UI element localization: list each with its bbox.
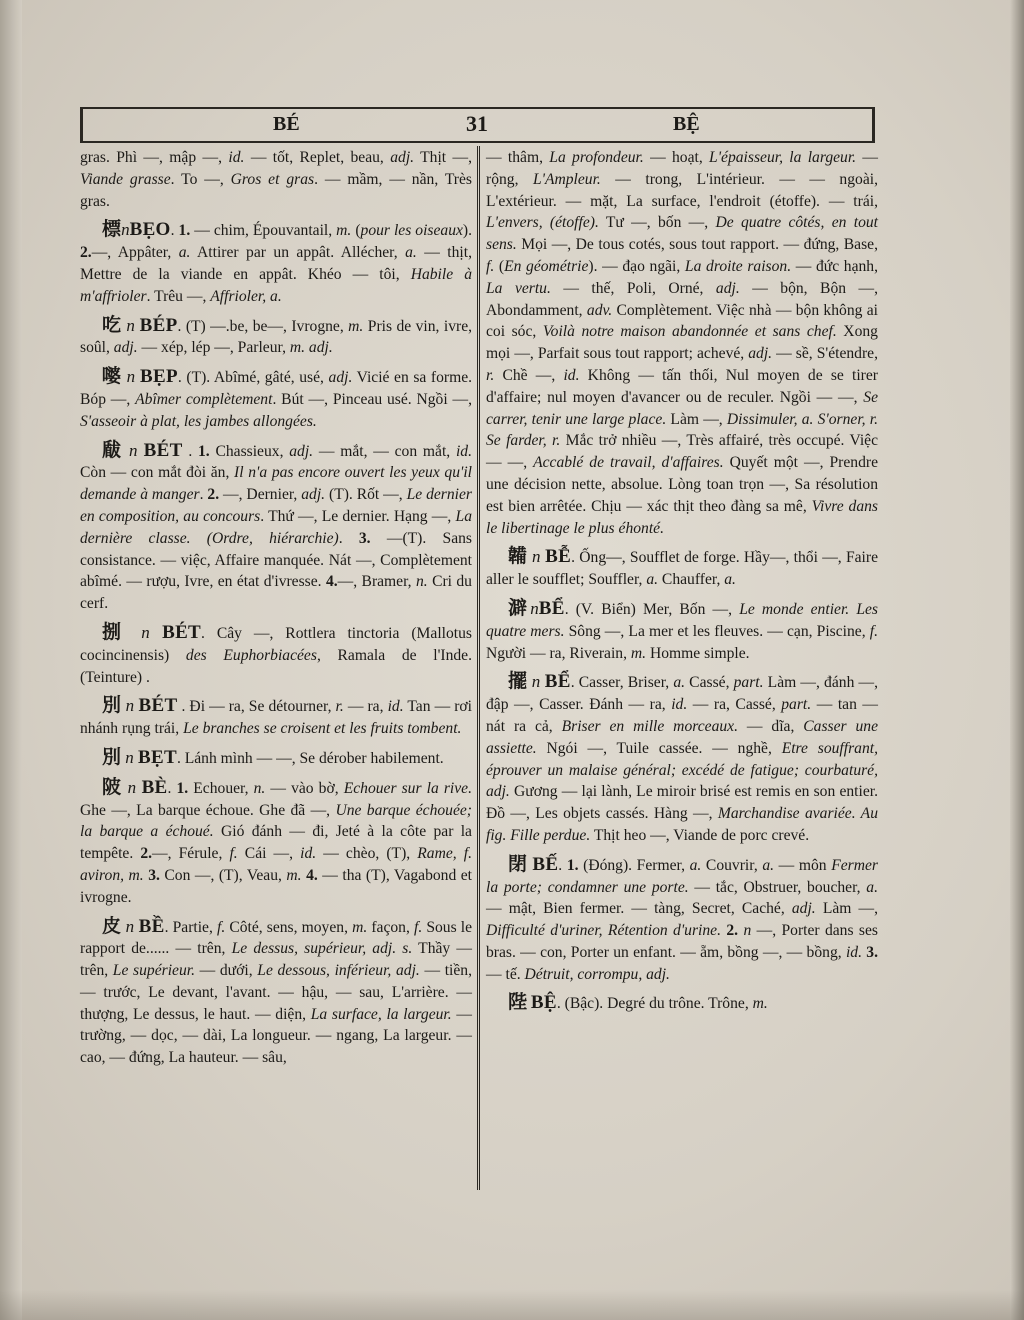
column-divider (477, 146, 480, 1190)
entry-text: Gương — lại lành, Le miroir brisé est remis en son entier. Đồ —, Les objets cassés. Hàng —, (486, 783, 878, 823)
dictionary-entry (80, 366, 472, 432)
italic-gloss: La profondeur. (549, 149, 644, 166)
headword: BỆ (530, 992, 557, 1014)
chinese-character: 閉 (508, 852, 528, 875)
italic-gloss: Gros et gras (230, 170, 315, 188)
entry-text: Homme simple. (646, 644, 750, 662)
entry-text: Làm —, (666, 410, 727, 428)
entry-text: Vicié en sa forme. Bóp —, (80, 369, 473, 408)
entry-text: — tha (T), Vagabond et ivrogne. (80, 866, 473, 906)
entry-text: Pris de vin, ivre, soûl, (80, 317, 473, 357)
chinese-character: 擺 (508, 670, 528, 693)
chinese-character: 韛 (508, 545, 528, 568)
entry-text: — môn (774, 856, 832, 874)
italic-gloss: f. (486, 257, 495, 275)
entry-text: (Đóng). Fermer, (578, 856, 690, 874)
entry-text: Quyết một —, Prendre une décision nette, absolue. Lòng toan trọn —, Sa résolution est bien arrêtée. Chịu — xác thịt theo đàng sa mê, (486, 454, 878, 515)
entry-text: — rộng, (486, 149, 878, 188)
entry-text: façon, (367, 918, 414, 936)
italic-gloss: Affrioler, a. (210, 287, 282, 305)
sense-number: 4. (325, 573, 338, 591)
chinese-character: 陛 (508, 991, 528, 1014)
nom-marker: n (121, 220, 130, 240)
italic-gloss: m. (286, 866, 302, 884)
entry-text: Chauffer, (658, 571, 725, 589)
entry-text: Thịt heo —, Viande de porc crevé. (590, 826, 810, 844)
italic-gloss: n. (253, 779, 266, 797)
entry-text: — thịt, Mettre de la viande en appât. Khéo — tôi, (80, 244, 472, 283)
italic-gloss: a. (724, 571, 736, 589)
chinese-character: 別 (102, 694, 122, 717)
headword: BÉT (138, 695, 178, 717)
italic-gloss: Vivre dans le libertinage le plus éhonté. (486, 497, 878, 537)
italic-gloss: m. (630, 644, 647, 662)
italic-gloss: a. (673, 674, 686, 692)
dictionary-entry (80, 916, 472, 1070)
dictionary-entry (486, 671, 878, 846)
headword: BÉT (162, 621, 202, 643)
entry-text: —(T). Sans consistance. — việc, Affaire manquée. Nát —, Complètement abîmé. — rượu, Ivre, en état d'ivresse. (80, 529, 472, 591)
sense-number: 3. (358, 529, 371, 547)
entry-text: — vào bờ, (265, 779, 344, 797)
entry-text: Tan — rơi nhánh rụng trái, (80, 698, 472, 738)
headword: BẸP (140, 366, 178, 388)
italic-gloss: La vertu. (486, 279, 551, 297)
italic-gloss: Etre souffrant, éprouver un malaise général; excédé de fatigue; courbaturé, adj. (486, 739, 878, 801)
italic-gloss: f. (216, 918, 226, 936)
italic-gloss: id. (387, 698, 404, 716)
italic-gloss: n. (415, 573, 428, 591)
entry-text: Còn — con mắt đòi ăn, (80, 464, 235, 482)
italic-gloss: Dissimuler, a. S'orner, r. Se farder, r. (486, 410, 879, 450)
italic-gloss: Viande grasse (80, 170, 171, 188)
chinese-character: 標 (102, 218, 122, 241)
entry-text: . Bút —, Pinceau usé. Ngồi —, (272, 390, 472, 408)
nom-marker: n (121, 747, 139, 767)
entry-text: —, Appâter, (91, 244, 179, 262)
entry-text: — dĩa, (738, 717, 804, 735)
italic-gloss: L'envers, (étoffe). (486, 214, 599, 232)
italic-gloss: Détruit, corrompu, adj. (524, 965, 670, 983)
italic-gloss: a. (405, 244, 417, 262)
right-guide-word: BỆ (673, 113, 700, 135)
italic-gloss: adj. (113, 339, 138, 357)
entry-text: . Đi — ra, Se détourner, (177, 698, 336, 716)
italic-gloss: Habile à m'affrioler (80, 265, 472, 305)
dictionary-entry (80, 440, 472, 615)
chinese-character: 陂 (102, 775, 123, 798)
entry-text: —, Porter dans ses bras. — con, Porter un enfant. — ẵm, bồng —, — bồng, (486, 922, 878, 961)
italic-gloss: des Euphorbiacées (185, 646, 317, 664)
entry-text: Cái —, (237, 845, 301, 863)
dictionary-entry (80, 695, 472, 740)
sense-number: 4. (306, 866, 318, 884)
entry-text: ( (351, 222, 361, 240)
nom-marker: n (121, 315, 140, 335)
entry-text: (T). Rốt —, (325, 486, 407, 504)
entry-text: Mọi —, De tous cotés, sous tout rapport. — đứng, Base, (516, 236, 878, 254)
italic-gloss: r. (486, 366, 495, 384)
entry-text: . (199, 486, 208, 504)
sense-number: 2. (726, 922, 739, 940)
entry-text: . (182, 442, 198, 460)
italic-gloss: Accablé de travail, d'affaires. (533, 454, 724, 472)
entry-text: Thầy — trên, (80, 940, 472, 980)
entry-text: gras. Phì —, mập —, (80, 149, 229, 166)
entry-text: Chề —, (494, 366, 564, 384)
italic-gloss: m. (352, 918, 368, 936)
italic-gloss: adj. (301, 486, 326, 504)
entry-text: — tiền, — trước, Le devant, l'avant. — hậu, — sau, L'arrière. — thượng, Le dessus, le haut. — diện, (80, 962, 472, 1023)
entry-text: Complètement. Việc nhà — bộn không ai coi sóc, (486, 301, 878, 341)
dictionary-entry (80, 315, 472, 360)
italic-gloss: pour les oiseaux (360, 222, 463, 240)
continued-entry (80, 147, 472, 212)
entry-text: . (V. Biển) Mer, Bốn —, (564, 600, 740, 618)
italic-gloss: adv. (586, 301, 613, 319)
entry-text: — thế, Poli, Orné, (550, 279, 716, 297)
nom-marker: n (121, 916, 139, 936)
entry-text: — chim, Épouvantail, (190, 222, 337, 240)
italic-gloss: f. (869, 622, 878, 640)
entry-text: . (170, 222, 179, 240)
entry-text: Xong mọi —, Parfait sous tout rapport; achevé, (486, 323, 878, 363)
italic-gloss: Le dernier en composition, au concours (80, 486, 472, 525)
entry-text: —, Bramer, (337, 573, 416, 591)
dictionary-entry (486, 854, 878, 986)
nom-marker: n (121, 696, 139, 716)
italic-gloss: La surface, la largeur. (310, 1005, 452, 1023)
sense-number: 1. (176, 779, 189, 797)
italic-gloss: De quatre côtés, en tout sens. (486, 214, 878, 254)
italic-gloss: Abîmer complètement (135, 390, 273, 408)
headword: BẸO (129, 219, 171, 241)
entry-text: ( (494, 257, 505, 275)
entry-text: . Casser, Briser, (570, 674, 674, 692)
running-header (80, 107, 875, 143)
chinese-character: 澼 (508, 596, 531, 619)
italic-gloss: a. (866, 878, 878, 896)
italic-gloss: f. (229, 845, 238, 863)
entry-text: — tế. (486, 965, 525, 983)
italic-gloss: Casser une assiette. (486, 717, 878, 757)
italic-gloss: a. (689, 856, 702, 874)
sense-number: 2. (80, 244, 92, 262)
entry-text: Couvrir, (701, 856, 763, 874)
italic-gloss: En géométrie (504, 257, 589, 275)
italic-gloss: Le supérieur. (112, 962, 195, 980)
chinese-character: 嘙 (102, 365, 122, 388)
entry-text: — mắt, — con mắt, (313, 442, 456, 460)
italic-gloss: La dernière classe. (Ordre, hiérarchie) (80, 507, 472, 547)
entry-text: Gió đánh — đi, Jeté à la côte par la tempête. (80, 823, 472, 863)
entry-text: . (T). Abîmé, gâté, usé, (177, 369, 329, 387)
italic-gloss: m. adj. (289, 339, 333, 357)
italic-gloss: id. (300, 845, 317, 863)
dictionary-entry (80, 622, 472, 688)
entry-text: — trường, — dọc, — dài, La longueur. — ngang, La largeur. — cao, — đứng, La hauteur. — sâu, (80, 1005, 472, 1067)
sense-number: 1. (178, 222, 191, 240)
italic-gloss: Fermer la porte; condamner une porte. (486, 856, 878, 896)
entry-text: ). — đạo ngãi, (588, 257, 685, 275)
entry-text: Thịt —, (414, 149, 472, 166)
chinese-character: 捌 (102, 620, 130, 643)
entry-text: Không — tấn thối, Nul moyen de se tirer d'affaire; nul moyen d'avancer ou de reculer. Ngồi — —, (486, 366, 878, 406)
entry-text: Attirer par un appât. Allécher, (190, 244, 406, 262)
italic-gloss: Le monde entier. Les quatre mers. (486, 600, 878, 640)
entry-text: Mắc trở nhiều —, Très affairé, très occupé. Việc — —, (486, 432, 879, 472)
entry-text: Làm —, (815, 900, 878, 918)
italic-gloss: Difficulté d'uriner, Rétention d'urine. (486, 922, 721, 940)
entry-text: — trong, L'intérieur. — — ngoài, L'extérieur. — mặt, La surface, l'endroit (étoffe). — trái, (486, 170, 878, 210)
chinese-character: 吃 (102, 313, 122, 336)
italic-gloss: adj. (748, 345, 773, 363)
italic-gloss: adj. (328, 369, 353, 387)
italic-gloss: id. (455, 442, 472, 460)
entry-text: Côté, sens, moyen, (225, 918, 353, 936)
italic-gloss: id. (671, 696, 688, 714)
italic-gloss: part. (733, 674, 764, 692)
italic-gloss: Le dessous, inférieur, adj. (257, 962, 420, 980)
entry-text: — mật, Bien fermer. — tàng, Secret, Caché, (486, 900, 792, 918)
italic-gloss: S'asseoir à plat, les jambes allongées. (80, 412, 317, 430)
entry-text: — ra, Cassé, (687, 696, 782, 714)
headword: BỀ (138, 915, 165, 937)
entry-text: Chassieux, (209, 442, 290, 460)
nom-marker: n (530, 598, 539, 618)
italic-gloss: adj. (289, 442, 314, 460)
entry-text: . (558, 856, 567, 874)
left-guide-word: BÉ (273, 113, 300, 135)
entry-text: —, Férule, (152, 845, 230, 863)
italic-gloss: Briser en mille morceaux. (561, 717, 738, 735)
nom-marker: n (527, 547, 546, 567)
entry-text: — xép, lép —, Parleur, (137, 339, 290, 357)
italic-gloss: m. (348, 317, 364, 335)
entry-text: — hoạt, (643, 149, 710, 166)
italic-gloss: f. (413, 918, 423, 936)
entry-text: . — mầm, — nần, Très gras. (80, 170, 472, 210)
headword: BÉT (143, 439, 183, 461)
headword: BẾ (532, 853, 559, 875)
italic-gloss: Voilà notre maison abandonnée et sans chef. (542, 323, 837, 341)
italic-gloss: Le dessus, supérieur, adj. s. (231, 940, 413, 958)
entry-text: . Trêu —, (146, 287, 211, 305)
nom-marker: n (122, 440, 144, 460)
entry-text: . (Bậc). Degré du trône. Trône, (556, 995, 753, 1013)
italic-gloss: id. (228, 149, 245, 166)
dictionary-entry (80, 219, 472, 307)
entry-text: Người — ra, Riverain, (486, 644, 631, 662)
previous-page-edge (0, 0, 22, 1320)
italic-gloss: m. (752, 995, 768, 1013)
headword: BỂ (544, 671, 571, 693)
headword: BÉP (139, 314, 178, 336)
italic-gloss: n (743, 922, 752, 940)
entry-text: — tắc, Obstruer, boucher, (688, 878, 867, 896)
italic-gloss: Une barque échouée; la barque a échoué. (80, 801, 472, 841)
entry-text: . Thứ —, Le dernier. Hạng —, (260, 507, 456, 525)
sense-number: 3. (148, 866, 160, 884)
entry-text: . (338, 529, 359, 547)
italic-gloss: adj. (715, 279, 740, 297)
italic-gloss: Echouer sur la rive. (343, 779, 472, 797)
entry-text: . (167, 779, 177, 797)
italic-gloss: m. (336, 222, 352, 240)
italic-gloss: adj. (791, 900, 816, 918)
entry-text: — ra, (343, 698, 388, 716)
chinese-character: 別 (102, 745, 122, 768)
nom-marker: n (121, 367, 141, 387)
entry-text: . Ống—, Soufflet de forge. Hầy—, thổi —, Faire aller le soufflet; Souffler, (486, 549, 879, 589)
headword: BỂ (538, 597, 565, 619)
entry-text: Cri du cerf. (80, 573, 472, 613)
entry-text: — thâm, (486, 149, 550, 166)
italic-gloss: L'Ampleur. (532, 170, 601, 188)
dictionary-entry (486, 598, 878, 664)
entry-text: . Partie, (164, 918, 217, 936)
sense-number: 2. (140, 845, 153, 863)
entry-text: — chèo, (T), (316, 845, 418, 863)
entry-text: — dưới, (194, 962, 258, 980)
headword: BẸT (138, 746, 177, 768)
sense-number: 1. (566, 856, 579, 874)
chinese-character: 瞂 (102, 438, 123, 461)
italic-gloss: L'épaisseur, la largeur. (709, 149, 857, 166)
nom-marker: n (527, 672, 545, 692)
sense-number: 3. (866, 943, 878, 961)
italic-gloss: id. (563, 366, 580, 384)
entry-text: — bộn, Bộn —, Abondamment, (486, 279, 878, 319)
entry-text: — tốt, Replet, beau, (244, 149, 391, 166)
italic-gloss: adj. (390, 149, 415, 166)
entry-text: — tan — nát ra cả, (486, 696, 878, 735)
dictionary-entry (486, 546, 878, 591)
italic-gloss: part. (781, 696, 812, 714)
italic-gloss: id. (845, 943, 862, 961)
page-bottom-shadow (0, 1290, 1024, 1320)
entry-text: . Lánh mình — —, Se dérober habilement. (176, 749, 444, 767)
entry-text: Echouer, (188, 779, 254, 797)
entry-text: . (T) —.be, be—, Ivrogne, (177, 317, 349, 335)
entry-text: . To —, (170, 170, 231, 188)
chinese-character: 皮 (102, 914, 122, 937)
entry-text: Ghe —, La barque échoue. Ghe đã —, (80, 801, 336, 819)
headword: BÈ (141, 776, 168, 798)
italic-gloss: a. (178, 244, 191, 262)
entry-text: . Cây —, Rottlera tinctoria (Mallotus cocincinensis) (80, 624, 472, 664)
sense-number: 2. (207, 486, 220, 504)
entry-text: — sề, S'étendre, (772, 345, 878, 363)
italic-gloss: a. (646, 571, 659, 589)
nom-marker: n (129, 622, 163, 642)
entry-text: Làm —, đánh —, đập —, Casser. Đánh — ra, (486, 674, 879, 714)
entry-text: Ngói —, Tuile cassée. — nghề, (536, 739, 782, 757)
entry-text: Tư —, bốn —, (598, 214, 716, 232)
italic-gloss: Le branches se croisent et les fruits tombent. (183, 720, 462, 738)
italic-gloss: Rame, f. aviron, m. (80, 845, 472, 884)
italic-gloss: Il n'a pas encore ouvert les yeux qu'il demande à manger (80, 464, 472, 504)
italic-gloss: r. (335, 698, 344, 716)
entry-text: —, Dernier, (219, 486, 302, 504)
entry-text: ). (462, 222, 473, 240)
nom-marker: n (122, 777, 142, 797)
italic-gloss: La droite raison. (684, 257, 792, 275)
page-edge-shadow (1010, 0, 1024, 1320)
sense-number: 1. (198, 442, 210, 460)
entry-text: Cassé, (685, 674, 734, 692)
italic-gloss: Se carrer, tenir une large place. (486, 388, 878, 428)
dictionary-entry (80, 747, 472, 770)
italic-gloss: a. (762, 856, 775, 874)
continued-entry (486, 147, 878, 539)
left-column (80, 147, 472, 1076)
entry-text: Sông —, La mer et les fleuves. — cạn, Piscine, (564, 622, 870, 640)
right-column (486, 147, 878, 1022)
entry-text: , Ramala de l'Inde. (Teinture) . (80, 646, 473, 686)
page-number: 31 (466, 111, 488, 136)
dictionary-entry (80, 777, 472, 909)
entry-text: Con —, (T), Veau, (159, 866, 287, 884)
entry-text: Sous le rapport de...... — trên, (80, 918, 473, 958)
entry-text: — đức hạnh, (791, 257, 879, 275)
italic-gloss: Marchandise avariée. Au fig. Fille perdue. (486, 805, 878, 844)
dictionary-entry (486, 992, 878, 1015)
headword: BỄ (545, 546, 572, 568)
